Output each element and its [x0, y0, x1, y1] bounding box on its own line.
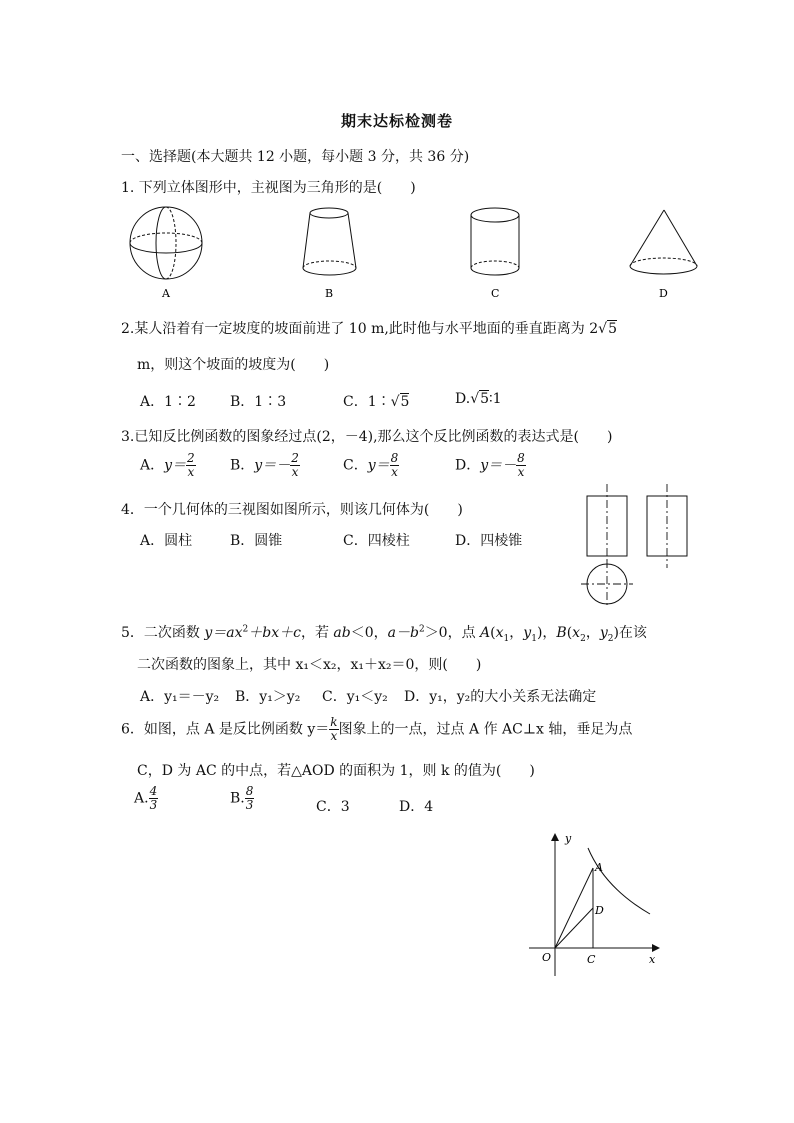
cylinder-figure: [471, 208, 519, 275]
question-6-graph: [525, 828, 665, 980]
numerator: 8: [245, 784, 254, 798]
numerator: 4: [149, 784, 158, 798]
question-1-stem: 1. 下列立体图形中，主视图为三角形的是( ): [121, 180, 416, 196]
question-6-stem-line2: C，D 为 AC 的中点，若△AOD 的面积为 1，则 k 的值为( ): [137, 763, 535, 779]
text: y: [523, 625, 532, 641]
denominator: x: [517, 465, 525, 479]
option-c-radicand: 5: [400, 394, 410, 410]
figure-label-c: C: [491, 287, 500, 300]
sqrt-sign: √: [598, 321, 608, 337]
question-6-option-d: D．4: [399, 799, 434, 815]
question-2-stem-line1: [121, 318, 617, 338]
question-3-option-a: [140, 452, 196, 479]
fraction: [245, 785, 255, 812]
sqrt-sign: √: [390, 394, 400, 410]
text: 2: [242, 624, 249, 635]
line-od: [555, 908, 593, 948]
option-lhs: y＝: [164, 457, 187, 474]
text: a－b: [387, 625, 419, 641]
option-d-tail: ∶1: [489, 391, 502, 407]
text: ＋bx＋c: [248, 625, 301, 641]
option-d-radicand: 5: [480, 391, 490, 407]
option-label: D．: [455, 457, 481, 474]
text: ，: [509, 625, 524, 641]
text: (: [566, 625, 573, 641]
figure-label-d: D: [659, 287, 668, 300]
option-label: B．: [230, 457, 255, 474]
option-label: A．: [140, 457, 165, 474]
denominator: x: [187, 465, 195, 479]
option-label: A.: [134, 790, 149, 807]
question-3-option-b: [230, 452, 300, 479]
denominator: x: [391, 465, 398, 479]
text: ，若: [300, 625, 334, 641]
question-5-option-a: A．y₁＝－y₂: [140, 689, 220, 705]
figure-label-b: B: [325, 287, 334, 300]
text: 6．如图，点 A 是反比例函数 y＝: [121, 721, 330, 738]
label-o: O: [542, 951, 552, 964]
question-2-option-d: [455, 391, 502, 407]
question-6-option-c: C．3: [316, 799, 350, 815]
denominator: x: [291, 465, 299, 479]
cone-figure: [630, 210, 697, 274]
frustum-figure: [303, 208, 356, 275]
text: y: [599, 625, 608, 641]
figure-label-a: A: [162, 287, 170, 300]
text: 1: [503, 633, 510, 644]
question-2-radicand: 5: [608, 321, 617, 337]
text: ＞0，点: [424, 625, 481, 641]
option-label: C．: [343, 457, 368, 474]
numerator: 2: [291, 451, 299, 465]
fraction: [329, 716, 338, 743]
option-lhs: y＝－: [254, 457, 291, 474]
question-4-option-a: A．圆柱: [140, 533, 193, 549]
text: ＜0，: [350, 625, 388, 641]
option-lhs: y＝: [367, 457, 390, 474]
option-c-text: C．1∶: [343, 394, 391, 410]
label-c: C: [587, 953, 596, 966]
text: 2: [418, 624, 425, 635]
question-3-option-d: [455, 452, 526, 479]
sphere-figure: [130, 207, 202, 279]
question-4-three-views: [575, 478, 695, 608]
question-5-option-b: B．y₁＞y₂: [235, 689, 301, 705]
question-4-option-d: D．四棱锥: [455, 533, 523, 549]
label-a: A: [595, 861, 603, 874]
text: ，: [585, 625, 600, 641]
question-1-figures: [120, 200, 710, 305]
text: )在该: [613, 625, 647, 641]
denominator: 3: [149, 798, 158, 812]
text: (: [490, 625, 496, 641]
label-d: D: [595, 904, 604, 917]
numerator: 8: [390, 451, 399, 465]
label-x: x: [649, 953, 656, 966]
numerator: 2: [187, 451, 195, 465]
text: ab: [333, 625, 351, 641]
text: )，: [536, 625, 557, 641]
fraction: [390, 452, 400, 479]
question-6-option-b: [230, 785, 254, 812]
question-3-option-c: [343, 452, 399, 479]
line-oa: [555, 868, 593, 948]
denominator: x: [330, 729, 338, 743]
question-5-stem-line2: 二次函数的图象上，其中 x₁＜x₂，x₁＋x₂＝0，则( ): [137, 657, 482, 673]
question-4-stem: 4．一个几何体的三视图如图所示，则该几何体为( ): [121, 502, 463, 518]
sqrt-sign: √: [470, 391, 480, 407]
question-2-stem-line2: m，则这个坡面的坡度为( ): [137, 357, 330, 373]
question-5-option-c: C．y₁＜y₂: [322, 689, 388, 705]
option-lhs: y＝－: [480, 457, 517, 474]
question-2-option-c: [343, 391, 409, 411]
text: x: [572, 625, 581, 641]
page-title: 期末达标检测卷: [340, 112, 453, 130]
question-3-stem: 3.已知反比例函数的图象经过点(2，－4),那么这个反比例函数的表达式是( ): [121, 429, 613, 445]
text: B: [556, 625, 567, 641]
question-4-option-c: C．四棱柱: [343, 533, 410, 549]
numerator: 8: [517, 451, 525, 465]
question-6-option-a: [134, 785, 158, 812]
option-d-text: D.: [455, 391, 471, 407]
question-2-option-a: A．1∶2: [140, 394, 196, 410]
fraction: [186, 452, 196, 479]
section-heading: 一、选择题(本大题共 12 小题，每小题 3 分，共 36 分): [121, 149, 470, 165]
text: 5．二次函数: [121, 625, 205, 641]
question-6-stem-line1: [121, 716, 632, 743]
text: 图象上的一点，过点 A 作 AC⊥x 轴，垂足为点: [338, 721, 633, 738]
denominator: 3: [245, 798, 254, 812]
text: x: [495, 625, 504, 641]
question-2-stem-text: 2.某人沿着有一定坡度的坡面前进了 10 m,此时他与水平地面的垂直距离为 2: [121, 321, 599, 337]
label-y: y: [565, 832, 572, 845]
fraction: [290, 452, 300, 479]
question-2-option-b: B．1∶3: [230, 394, 287, 410]
text: 2: [580, 633, 586, 644]
question-5-stem-line1: [121, 622, 647, 644]
text: A: [480, 625, 491, 641]
text: 1: [531, 633, 537, 644]
option-label: B.: [230, 790, 245, 807]
text: 2: [607, 633, 614, 644]
question-4-option-b: B．圆锥: [230, 533, 283, 549]
fraction: [516, 452, 526, 479]
text: y＝ax: [204, 625, 243, 641]
numerator: k: [330, 715, 338, 729]
question-5-option-d: D．y₁，y₂的大小关系无法确定: [404, 689, 597, 705]
fraction: [149, 785, 159, 812]
